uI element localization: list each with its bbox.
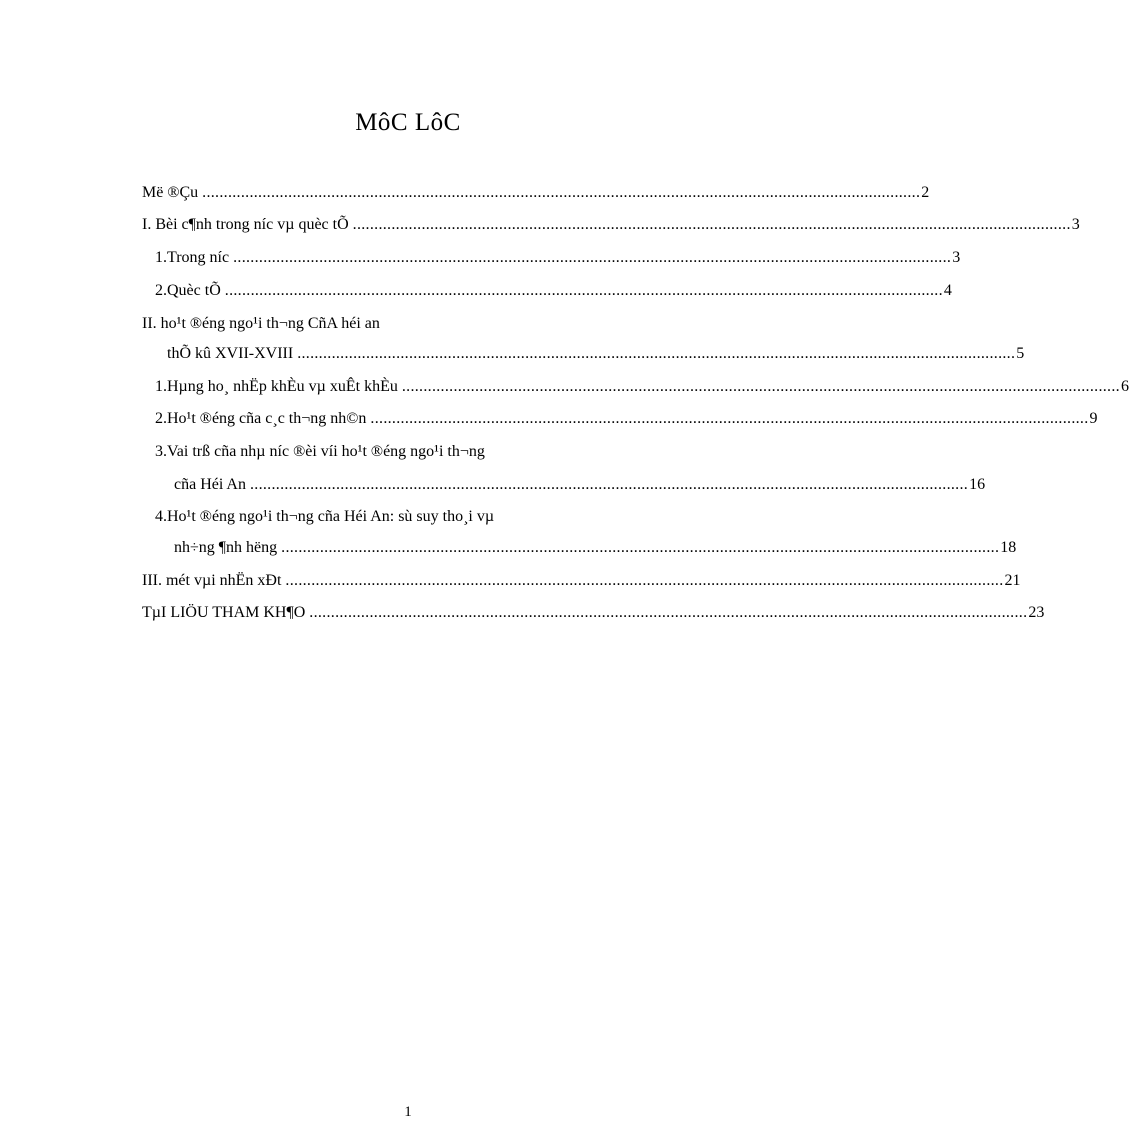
toc-entry-label: II. ho¹t ®éng ngo¹i th¬ng CñA héi an (142, 315, 380, 332)
toc-entry-label: 4.Ho¹t ®éng ngo¹i th¬ng cña Héi An: sù suy tho¸i vµ (155, 508, 495, 525)
toc-dot-leader: ....................................................................................................................................................................... (352, 216, 1071, 233)
toc-dot-leader: ....................................................................................................................................................................... (224, 282, 943, 299)
toc-entry (142, 182, 930, 204)
toc-entry (142, 214, 1080, 236)
toc-entry-label: cña Héi An (174, 476, 246, 493)
toc-page-number: 18 (1000, 539, 1017, 556)
toc-entry-label: nh÷ng ¶nh hëng (174, 539, 278, 556)
toc-page-number: 9 (1089, 410, 1098, 427)
toc-entry (174, 537, 1017, 559)
toc-entry-label: 2.Quèc tÕ (155, 282, 221, 299)
toc-dot-leader: ....................................................................................................................................................................... (297, 345, 1016, 362)
toc-page-number: 3 (952, 249, 961, 266)
toc-entry-label: 1.Trong níc (155, 249, 230, 266)
toc-dot-leader: ....................................................................................................................................................................... (202, 184, 921, 201)
page-number: 1 (404, 1104, 412, 1120)
toc-entry (155, 376, 1129, 398)
page-title: MôC LôC (355, 109, 461, 136)
toc-entry (155, 247, 961, 269)
toc-entry (155, 280, 952, 302)
toc-page-number: 5 (1016, 345, 1025, 362)
toc-page-number: 23 (1028, 604, 1045, 621)
toc-entry (174, 474, 986, 496)
toc-entry (142, 602, 1045, 624)
toc-page-number: 4 (943, 282, 952, 299)
toc-dot-leader: ....................................................................................................................................................................... (285, 572, 1004, 589)
toc-dot-leader: ....................................................................................................................................................................... (233, 249, 952, 266)
toc-entry (142, 313, 380, 335)
toc-entry-label: 1.Hµng ho¸ nhËp khÈu vµ xuÊt khÈu (155, 378, 398, 395)
toc-page-number: 6 (1120, 378, 1129, 395)
toc-dot-leader: ....................................................................................................................................................................... (370, 410, 1089, 427)
toc-page-number: 21 (1004, 572, 1021, 589)
toc-entry-label: III. mét vµi nhËn xÐt (142, 572, 282, 589)
toc-page-number: 2 (921, 184, 930, 201)
toc-entry (155, 441, 485, 463)
toc-dot-leader: ....................................................................................................................................................................... (249, 476, 969, 493)
toc-entry (155, 408, 1098, 430)
toc-page-number: 3 (1071, 216, 1080, 233)
toc-entry (167, 343, 1025, 365)
toc-page-number: 16 (969, 476, 986, 493)
toc-dot-leader: ....................................................................................................................................................................... (309, 604, 1028, 621)
toc-entry-label: Më ®Çu (142, 184, 199, 201)
toc-entry-label: 2.Ho¹t ®éng cña c¸c th¬ng nh©n (155, 410, 367, 427)
toc-entry (155, 506, 494, 528)
toc-entry-label: 3.Vai trß cña nhµ níc ®èi víi ho¹t ®éng ngo¹i th¬ng (155, 443, 485, 460)
toc-entry-label: I. Bèi c¶nh trong níc vµ quèc tÕ (142, 216, 349, 233)
toc-dot-leader: ....................................................................................................................................................................... (401, 378, 1120, 395)
toc-entry-label: thÕ kû XVII-XVIII (167, 345, 294, 362)
toc-entry (142, 570, 1021, 592)
toc-entry-label: TµI LIÖU THAM KH¶O (142, 604, 306, 621)
toc-dot-leader: ....................................................................................................................................................................... (281, 539, 1000, 556)
